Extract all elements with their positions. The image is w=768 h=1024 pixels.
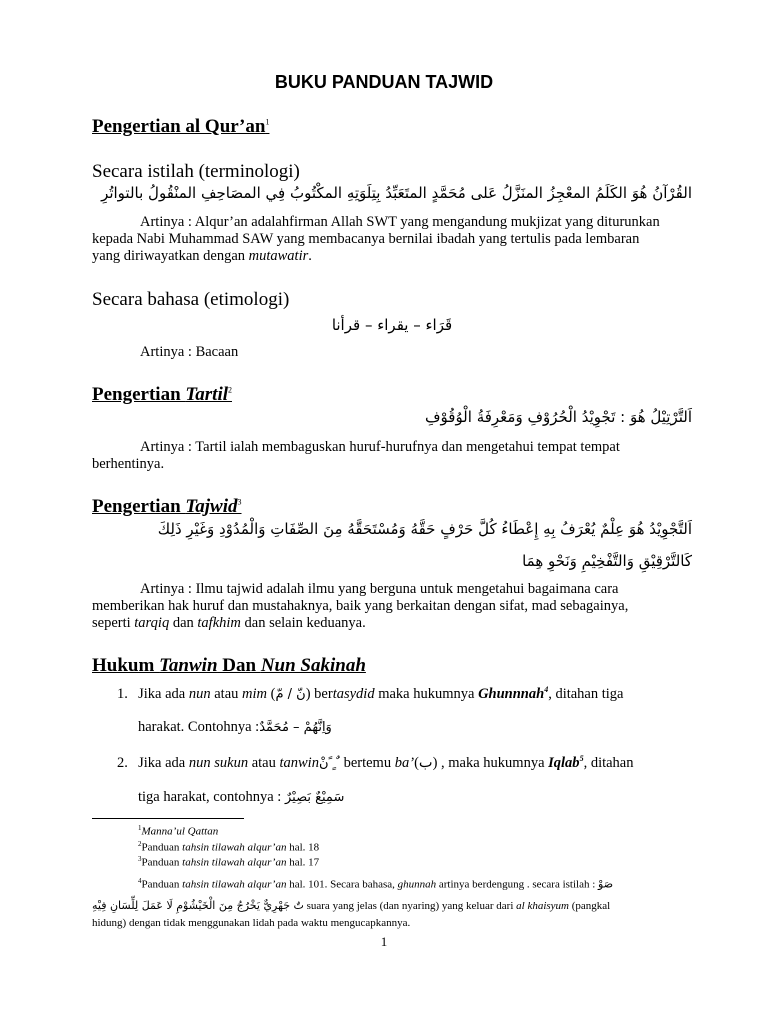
footnote-arabic: تٌ جَهْرِيٌّ يَخْرُجُ مِنَ الْخَيْشُوْمِ لَا عَمَلَ لِلِّسَانِ فِيْهِ [92,899,304,912]
text-line: yang diriwayatkan dengan [92,248,249,264]
footnote-text: hal. 17 [286,856,320,869]
arabic-definition-tartil: اَلتَّرْتِيْلُ هُوَ : تَجْوِيْدُ الْحُرُوْفِ وَمَعْرِفَةُ الْوُقُوْفِ [424,408,692,426]
footnote-number: 1 [138,824,142,832]
heading-italic: Nun Sakinah [260,655,366,676]
footnote-text: Panduan [141,878,183,891]
heading-italic: Tartil [185,384,228,405]
text: Jika ada [138,685,189,702]
footnote-ref-5: 5 [579,754,584,763]
italic-term: mutawatir [248,248,309,264]
footnote-ref-2: 2 [228,385,232,395]
heading-text: Pengertian [92,384,186,405]
list-item-1-line-2 [138,719,332,736]
footnote-text: Panduan [141,856,183,869]
heading-text: Pengertian al Qur’an [92,116,266,137]
bold-term: Ghunnnah [478,685,545,702]
heading-hukum-tanwin [92,655,366,677]
text: Jika ada [138,754,189,771]
footnote-3 [138,853,319,870]
paragraph-artinya-tartil [92,439,692,473]
text: (ب) , maka hukumnya [414,754,549,771]
italic-term: tafkhim [197,615,241,631]
heading-text: Dan [217,655,261,676]
arabic-example: وَاِنَّهُمْ – مُحَمَّدٌ [259,720,332,735]
footnote-text: suara yang jelas (dan nyaring) yang keluar dari [303,900,517,912]
text-line: Artinya : Ilmu tajwid adalah ilmu yang berguna untuk mengetahui bagaimana cara [140,581,619,597]
arabic-inline: نْ ً ٍ ٌ [318,755,340,771]
heading-italic: Tajwid [185,496,238,517]
footnote-4 [138,875,694,892]
footnote-italic: tahsin tilawah alqur’an [182,841,287,854]
text: atau [210,685,243,702]
footnote-number: 4 [138,877,142,885]
italic-term: nun [188,685,211,702]
footnote-italic: ghunnah [397,878,437,891]
text: tiga harakat, contohnya : [138,789,285,805]
footnote-4-line-3: hidung) dengan tidak menggunakan lidah pada waktu mengucapkannya. [92,917,411,929]
footnote-number: 2 [138,840,142,848]
arabic-inline: نّ / مّ [275,686,306,702]
text-line: kepada Nabi Muhammad SAW yang membacanya bernilai ibadah yang tertulis pada lembaran [92,231,640,247]
paragraph-artinya-quran [92,214,692,265]
text: bertemu [339,754,395,771]
text: harakat. Contohnya : [138,719,260,735]
arabic-example: سَمِيْعٌ بَصِيْرٌ [284,790,345,805]
footnote-text: hal. 101. Secara bahasa, [286,878,398,891]
list-number: 1. [117,685,128,702]
list-item-1 [117,685,692,703]
text: ( [267,685,276,702]
text-line: . [308,248,312,264]
footnote-text: (pangkal [569,900,611,912]
footnote-separator [92,818,244,819]
text: ) ber [305,685,333,702]
arabic-definition-tajwid-2: كَالتَّرْقِيْقِ وَالتَّفْخِيْمِ وَنَحْوِ هِمَا [522,552,692,570]
footnote-text: Panduan [141,841,183,854]
paragraph-artinya-tajwid [92,581,692,632]
arabic-definition-tajwid-1: اَلتَّجْوِيْدُ هُوَ عِلْمٌ يُعْرَفُ بِهِ إِعْطَاءُ كُلَّ حَرْفٍ حَقَّهُ وَمُسْتَحَقَّهُ مِنَ الصِّفَاتِ وَالْمُدُوْدِ وَغَيْرِ ذَلِكَ [157,520,692,538]
text: , ditahan [583,754,634,771]
text-line: dan selain keduanya. [240,615,366,631]
heading-text: Pengertian [92,496,186,517]
text-line: berhentinya. [92,456,165,472]
footnote-text: Manna’ul Qattan [141,825,219,838]
text-line: memberikan hak huruf dan mustahaknya, baik yang berkaitan dengan sifat, mad sebagainya, [92,598,629,614]
footnote-ref-1: 1 [265,117,270,127]
footnote-text: artinya berdengung . secara istilah : [436,878,599,891]
bold-term: Iqlab [548,754,580,771]
subheading-bahasa: Secara bahasa (etimologi) [92,289,290,310]
italic-term: tasydid [332,685,375,702]
italic-term: mim [242,685,267,702]
heading-pengertian-tajwid [92,496,242,518]
footnote-1 [138,822,218,839]
text: , ditahan tiga [548,685,624,702]
footnote-italic: tahsin tilawah alqur’an [182,878,287,891]
italic-term: tanwin [279,754,319,771]
footnote-arabic: صَوْ [598,877,614,891]
footnote-number: 3 [138,855,142,863]
italic-term: nun sukun [188,754,249,771]
text-line: seperti [92,615,135,631]
italic-term: ba’ [394,754,415,771]
footnote-italic: al khaisyum [516,900,569,912]
text-line: Artinya : Tartil ialah membaguskan huruf-hurufnya dan mengetahui tempat tempat [140,439,620,455]
heading-pengertian-tartil [92,384,232,406]
footnote-4-line-2 [92,899,694,913]
heading-pengertian-alquran [92,116,269,138]
page-number: 1 [380,934,388,949]
text: atau [248,754,280,771]
list-item-2-line-2 [138,789,344,806]
text-line: dan [169,615,198,631]
italic-term: tarqiq [134,615,170,631]
subheading-istilah: Secara istilah (terminologi) [92,161,300,182]
arabic-etymology: قَرَاء – يقراء – قرأنا [331,316,453,334]
heading-italic: Tanwin [159,655,218,676]
footnote-ref-4: 4 [544,685,549,694]
list-item-2 [117,754,692,772]
text-artinya-bacaan: Artinya : Bacaan [140,344,239,360]
footnote-text: hal. 18 [286,841,320,854]
heading-text: Hukum [92,655,160,676]
arabic-definition-quran: القُرْآنُ هُوَ الكَلَمُ المعْجِزُ المنَزَّلُ عَلى مُحَمَّدٍ المتَعَبِّدُ بِتِلَوَتِهِ المكْتُوبُ فِي المصَاحِفِ المنْقُولُ بالتواتُرِ [101,184,692,202]
footnote-ref-3: 3 [237,497,242,507]
text: maka hukumnya [374,685,479,702]
list-number: 2. [117,754,128,771]
footnote-italic: tahsin tilawah alqur’an [182,856,287,869]
document-title: BUKU PANDUAN TAJWID [274,72,494,92]
text-line: Artinya : Alqur’an adalahfirman Allah SWT yang mengandung mukjizat yang diturunkan [140,214,660,230]
